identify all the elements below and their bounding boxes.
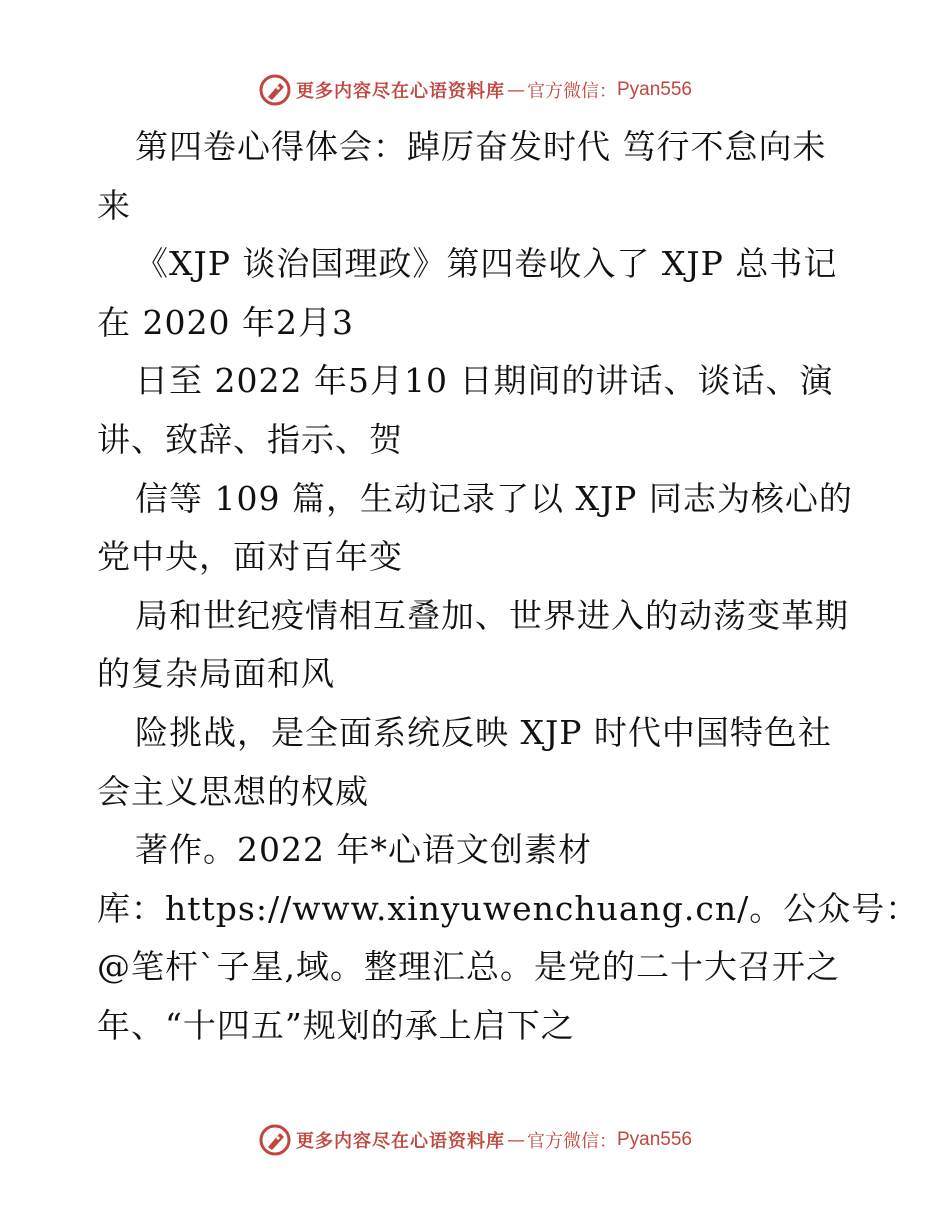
- text-line: 信等 109 篇，生动记录了以 XJP 同志为核心的: [135, 478, 853, 518]
- watermark-text: 更多内容尽在心语资料库: [295, 81, 505, 102]
- text-line: @笔杆`子星,域。整理汇总。是党的二十大召开之: [97, 947, 840, 987]
- text-line: 在 2020 年2月3: [97, 302, 354, 342]
- title-line-2: 来: [97, 185, 131, 225]
- text-line: 讲、致辞、指示、贺: [97, 419, 403, 459]
- document-body: [97, 118, 920, 1056]
- header-watermark: [0, 70, 950, 110]
- text-line: 险挑战，是全面系统反映 XJP 时代中国特色社: [135, 712, 832, 752]
- text-line: 的复杂局面和风: [97, 654, 335, 694]
- text-line: 会主义思想的权威: [97, 771, 369, 811]
- watermark-wechat-label: 官方微信：: [526, 1131, 617, 1152]
- watermark-text: 更多内容尽在心语资料库: [295, 1131, 505, 1152]
- text-line: 党中央，面对百年变: [97, 537, 403, 577]
- footer-watermark: [0, 1120, 950, 1160]
- watermark-separator: —: [506, 1129, 525, 1151]
- text-line: 年、“十四五”规划的承上启下之: [97, 1005, 575, 1045]
- pen-nib-logo-icon: [258, 73, 292, 107]
- text-line: 局和世纪疫情相互叠加、世界进入的动荡变革期: [135, 595, 849, 635]
- watermark-wechat-label: 官方微信：: [526, 81, 617, 102]
- text-line-url: 库：https://www.xinyuwenchuang.cn/。公众号：: [97, 888, 920, 928]
- watermark-wechat-handle: Pyan556: [616, 79, 692, 100]
- watermark-separator: —: [506, 79, 525, 101]
- text-line: 《XJP 谈治国理政》第四卷收入了 XJP 总书记: [135, 244, 838, 284]
- text-line: 著作。2022 年*心语文创素材: [135, 830, 592, 870]
- pen-nib-logo-icon: [258, 1123, 292, 1157]
- title-line-1: 第四卷心得体会：踔厉奋发时代 笃行不怠向未: [135, 127, 827, 166]
- watermark-wechat-handle: Pyan556: [616, 1129, 692, 1150]
- text-line: 日至 2022 年5月10 日期间的讲话、谈话、演: [135, 361, 834, 401]
